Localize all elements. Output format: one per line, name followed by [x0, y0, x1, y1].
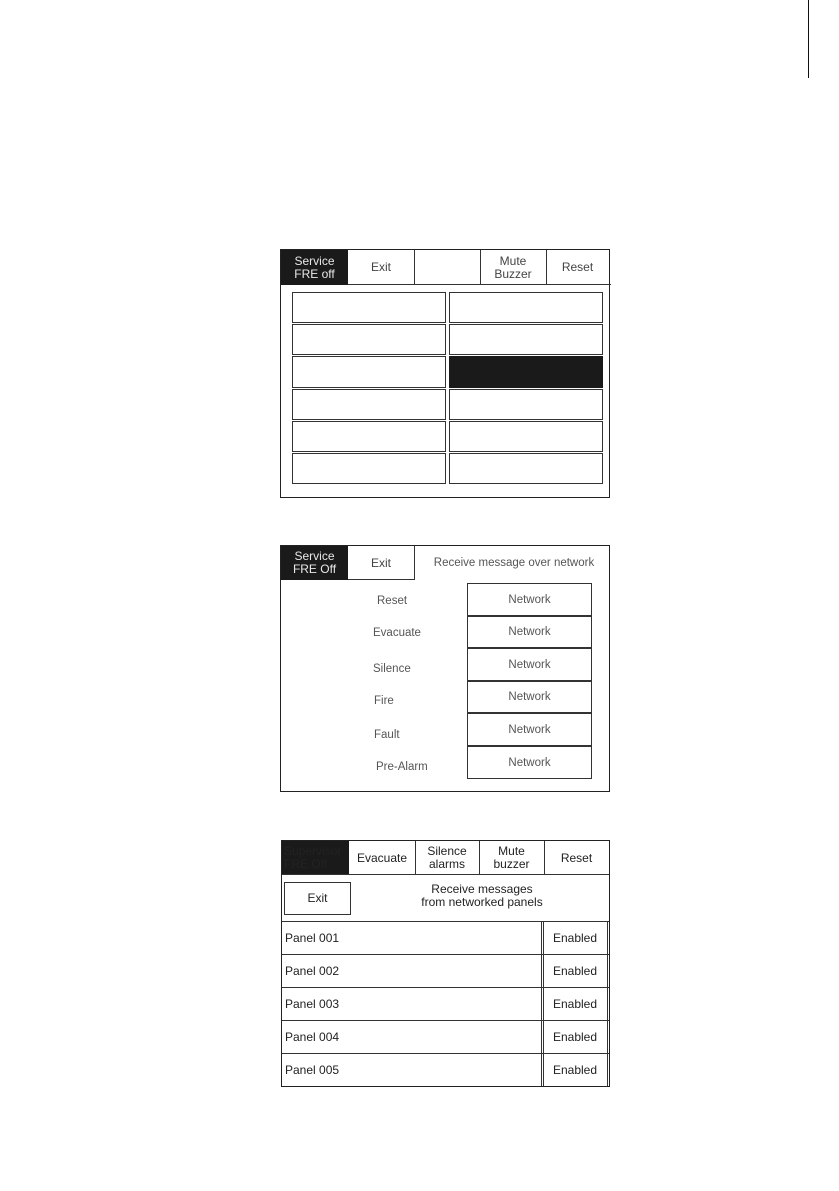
page-title	[392, 877, 572, 915]
network-value: Network	[508, 626, 551, 638]
blank-button[interactable]	[414, 250, 480, 285]
mute-label-2: Buzzer	[494, 266, 532, 281]
table-row[interactable]	[282, 987, 609, 1020]
mute-buzzer-button[interactable]	[480, 250, 546, 285]
evacuate-label: Evacuate	[356, 850, 408, 865]
silence-alarms-button[interactable]	[415, 841, 479, 875]
page-title	[421, 546, 607, 580]
exit-label: Exit	[370, 260, 391, 274]
divider	[480, 250, 481, 285]
menu-item-2-right[interactable]	[449, 324, 603, 355]
menu-item-3-left[interactable]	[292, 356, 446, 388]
silence-label-2: alarms	[428, 857, 465, 871]
table-row[interactable]	[282, 954, 609, 987]
enabled-toggle[interactable]: Enabled	[552, 930, 598, 945]
table-row[interactable]	[282, 1020, 609, 1053]
exit-button[interactable]	[348, 250, 414, 285]
page-edge-mark	[808, 0, 809, 78]
menu-item-4-right[interactable]	[449, 389, 603, 420]
row-label-evacuate: Evacuate	[373, 627, 421, 639]
table-row[interactable]	[282, 1053, 609, 1086]
divider	[479, 841, 480, 875]
enabled-toggle[interactable]: Enabled	[552, 996, 598, 1011]
silence-label-1: Silence	[427, 844, 467, 858]
row-label-fire: Fire	[374, 695, 394, 707]
panel-name: Panel 005	[285, 1063, 340, 1077]
panel-name: Panel 001	[285, 931, 340, 945]
status-line-2: FRE off	[294, 266, 335, 281]
divider	[415, 841, 416, 875]
status-line-1: Service	[294, 253, 335, 268]
page-title-line-1: Receive messages	[431, 882, 533, 896]
menu-item-3-right-selected[interactable]	[449, 356, 603, 388]
page-title-text: Receive message over network	[433, 556, 595, 569]
status-line-2: FRE Off	[292, 562, 337, 576]
network-select-reset[interactable]	[467, 583, 592, 616]
menu-item-5-left[interactable]	[292, 421, 446, 452]
panel-name: Panel 004	[285, 1030, 340, 1044]
exit-button[interactable]	[348, 546, 414, 580]
status-line-2: FRE Off	[284, 857, 328, 871]
divider	[414, 546, 415, 580]
menu-item-2-left[interactable]	[292, 324, 446, 355]
status-indicator	[281, 546, 348, 580]
status-line-1: Supervisor	[284, 844, 342, 858]
reset-label: Reset	[561, 260, 594, 274]
status-line-1: Service	[294, 549, 335, 563]
network-value: Network	[508, 593, 551, 606]
divider	[348, 284, 611, 285]
divider	[544, 841, 545, 875]
row-label-reset: Reset	[377, 595, 408, 607]
mute-label-1: Mute	[498, 844, 525, 858]
network-value: Network	[508, 723, 551, 736]
network-value: Network	[508, 691, 551, 703]
panel-name: Panel 002	[285, 964, 340, 978]
mute-buzzer-button[interactable]	[479, 841, 544, 875]
enabled-toggle[interactable]: Enabled	[552, 1062, 598, 1077]
table-row[interactable]	[282, 921, 609, 954]
network-select-pre-alarm[interactable]	[467, 746, 592, 779]
screen-receive-over-network	[280, 545, 610, 792]
panel-name: Panel 003	[285, 997, 340, 1011]
network-value: Network	[508, 658, 551, 671]
menu-item-5-right[interactable]	[449, 421, 603, 452]
screen-service-menu	[280, 249, 610, 498]
status-indicator	[281, 250, 348, 285]
menu-item-6-right[interactable]	[449, 453, 603, 484]
enabled-toggle[interactable]: Enabled	[552, 1029, 598, 1044]
menu-item-6-left[interactable]	[292, 453, 446, 484]
row-label-pre-alarm: Pre-Alarm	[376, 761, 428, 773]
menu-item-4-left[interactable]	[292, 389, 446, 420]
menu-item-1-right[interactable]	[449, 292, 603, 323]
exit-label: Exit	[370, 555, 391, 570]
reset-button[interactable]	[544, 841, 609, 875]
divider	[348, 579, 415, 580]
network-select-fire[interactable]	[467, 681, 592, 713]
network-select-fault[interactable]	[467, 713, 592, 746]
row-label-silence: Silence	[373, 663, 411, 675]
divider	[546, 250, 547, 285]
reset-button[interactable]	[546, 250, 609, 285]
mute-label-1: Mute	[499, 253, 527, 268]
menu-item-1-left[interactable]	[292, 292, 446, 323]
row-label-fault: Fault	[374, 729, 400, 741]
page-title-line-2: from networked panels	[421, 895, 543, 909]
network-select-silence[interactable]	[467, 648, 592, 681]
status-indicator	[282, 841, 349, 875]
exit-label: Exit	[307, 891, 328, 905]
mute-label-2: buzzer	[493, 857, 530, 871]
evacuate-button[interactable]	[349, 841, 415, 875]
enabled-toggle[interactable]: Enabled	[552, 963, 598, 978]
reset-label: Reset	[560, 850, 593, 865]
screen-receive-from-panels	[281, 840, 610, 1087]
divider	[414, 250, 415, 285]
network-select-evacuate[interactable]	[467, 616, 592, 648]
network-value: Network	[508, 756, 551, 769]
divider	[282, 874, 609, 875]
exit-button[interactable]	[284, 882, 351, 915]
